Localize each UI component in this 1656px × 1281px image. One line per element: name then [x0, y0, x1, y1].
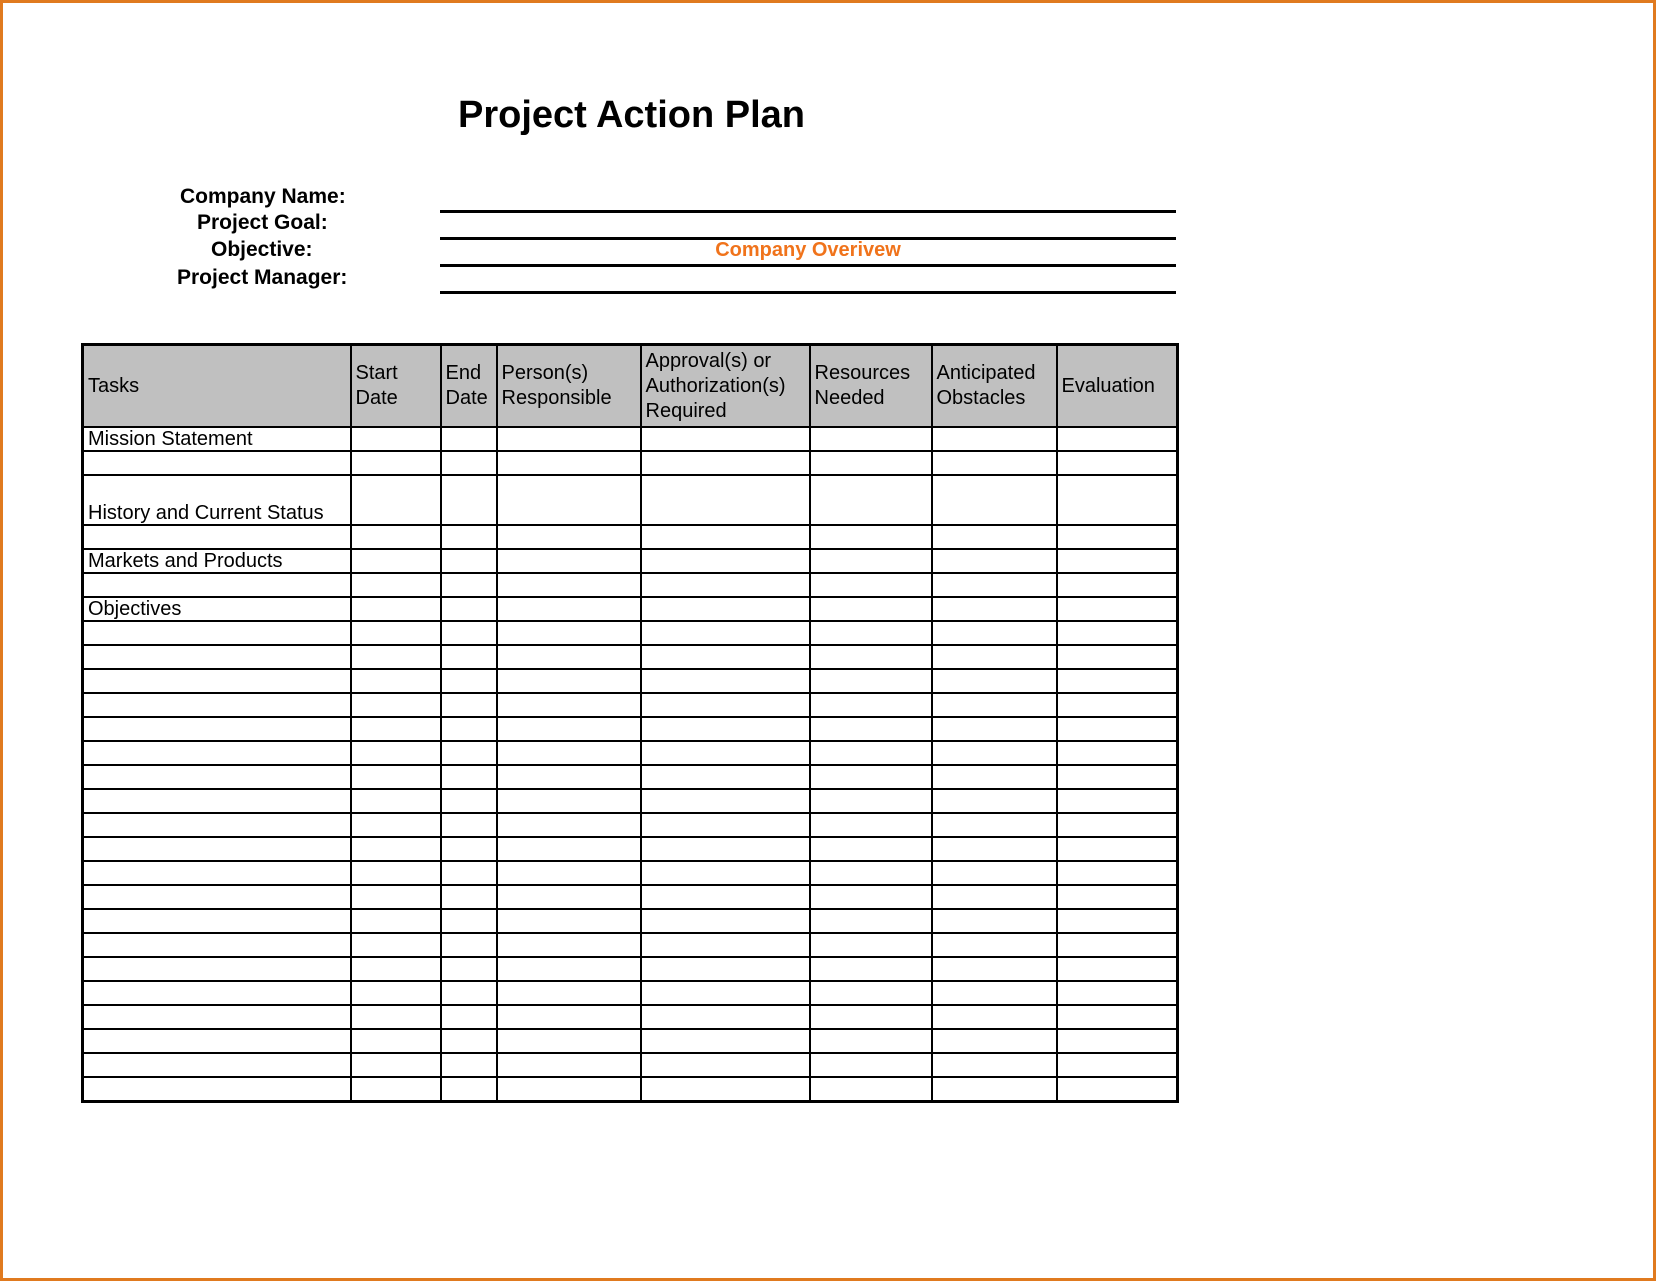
cell-approvals[interactable]	[641, 813, 810, 837]
cell-start-date[interactable]	[351, 597, 441, 621]
cell-resources[interactable]	[810, 933, 932, 957]
table-row	[83, 837, 1178, 861]
cell-persons[interactable]	[497, 837, 641, 861]
cell-approvals[interactable]	[641, 933, 810, 957]
cell-approvals[interactable]	[641, 525, 810, 549]
cell-start-date[interactable]	[351, 451, 441, 475]
cell-resources[interactable]	[810, 789, 932, 813]
cell-start-date[interactable]	[351, 669, 441, 693]
cell-resources[interactable]	[810, 645, 932, 669]
cell-end-date[interactable]	[441, 1077, 497, 1102]
cell-task[interactable]	[83, 451, 351, 475]
cell-persons[interactable]	[497, 1077, 641, 1102]
cell-approvals[interactable]	[641, 741, 810, 765]
cell-approvals[interactable]	[641, 597, 810, 621]
cell-resources[interactable]	[810, 475, 932, 525]
cell-task[interactable]	[83, 837, 351, 861]
cell-end-date[interactable]	[441, 837, 497, 861]
cell-start-date[interactable]	[351, 837, 441, 861]
cell-evaluation[interactable]	[1057, 981, 1178, 1005]
cell-task[interactable]	[83, 645, 351, 669]
cell-resources[interactable]	[810, 693, 932, 717]
cell-task[interactable]	[83, 741, 351, 765]
cell-resources[interactable]	[810, 427, 932, 451]
table-row	[83, 451, 1178, 475]
header-start-date: Start Date	[351, 345, 441, 428]
table-row	[83, 789, 1178, 813]
cell-task[interactable]	[83, 861, 351, 885]
table-row	[83, 813, 1178, 837]
cell-evaluation[interactable]	[1057, 789, 1178, 813]
cell-obstacles[interactable]	[932, 1053, 1057, 1077]
cell-start-date[interactable]	[351, 789, 441, 813]
cell-obstacles[interactable]	[932, 549, 1057, 573]
cell-obstacles[interactable]	[932, 525, 1057, 549]
cell-persons[interactable]	[497, 765, 641, 789]
cell-start-date[interactable]	[351, 1077, 441, 1102]
cell-obstacles[interactable]	[932, 1005, 1057, 1029]
cell-resources[interactable]	[810, 597, 932, 621]
cell-start-date[interactable]	[351, 1029, 441, 1053]
cell-end-date[interactable]	[441, 525, 497, 549]
cell-evaluation[interactable]	[1057, 1077, 1178, 1102]
cell-start-date[interactable]	[351, 861, 441, 885]
cell-persons[interactable]	[497, 475, 641, 525]
cell-task[interactable]	[83, 573, 351, 597]
cell-end-date[interactable]	[441, 669, 497, 693]
cell-approvals[interactable]	[641, 645, 810, 669]
cell-evaluation[interactable]	[1057, 909, 1178, 933]
cell-approvals[interactable]	[641, 789, 810, 813]
cell-task[interactable]	[83, 957, 351, 981]
cell-end-date[interactable]	[441, 573, 497, 597]
cell-task[interactable]	[83, 885, 351, 909]
cell-persons[interactable]	[497, 427, 641, 451]
table-row	[83, 1077, 1178, 1102]
table-row	[83, 669, 1178, 693]
cell-evaluation[interactable]	[1057, 933, 1178, 957]
cell-approvals[interactable]	[641, 573, 810, 597]
cell-end-date[interactable]	[441, 933, 497, 957]
table-row	[83, 981, 1178, 1005]
cell-resources[interactable]	[810, 525, 932, 549]
cell-persons[interactable]	[497, 597, 641, 621]
cell-approvals[interactable]	[641, 427, 810, 451]
cell-approvals[interactable]	[641, 909, 810, 933]
cell-obstacles[interactable]	[932, 885, 1057, 909]
cell-obstacles[interactable]	[932, 451, 1057, 475]
cell-persons[interactable]	[497, 693, 641, 717]
cell-resources[interactable]	[810, 549, 932, 573]
cell-persons[interactable]	[497, 789, 641, 813]
cell-resources[interactable]	[810, 813, 932, 837]
cell-evaluation[interactable]	[1057, 621, 1178, 645]
project-manager-line[interactable]	[440, 291, 1176, 294]
cell-start-date[interactable]	[351, 813, 441, 837]
cell-persons[interactable]	[497, 669, 641, 693]
cell-end-date[interactable]	[441, 451, 497, 475]
table-row	[83, 885, 1178, 909]
cell-resources[interactable]	[810, 957, 932, 981]
page-title: Project Action Plan	[458, 94, 805, 136]
cell-end-date[interactable]	[441, 1005, 497, 1029]
cell-start-date[interactable]	[351, 885, 441, 909]
cell-start-date[interactable]	[351, 933, 441, 957]
cell-persons[interactable]	[497, 621, 641, 645]
cell-evaluation[interactable]	[1057, 1029, 1178, 1053]
cell-obstacles[interactable]	[932, 427, 1057, 451]
cell-task[interactable]	[83, 1029, 351, 1053]
cell-evaluation[interactable]	[1057, 475, 1178, 525]
cell-resources[interactable]	[810, 981, 932, 1005]
cell-end-date[interactable]	[441, 475, 497, 525]
cell-task[interactable]	[83, 693, 351, 717]
cell-evaluation[interactable]	[1057, 427, 1178, 451]
cell-persons[interactable]	[497, 885, 641, 909]
cell-end-date[interactable]	[441, 765, 497, 789]
table-row	[83, 957, 1178, 981]
cell-start-date[interactable]	[351, 645, 441, 669]
cell-task[interactable]	[83, 717, 351, 741]
cell-persons[interactable]	[497, 933, 641, 957]
cell-approvals[interactable]	[641, 549, 810, 573]
cell-evaluation[interactable]	[1057, 813, 1178, 837]
company-name-label: Company Name:	[180, 185, 346, 208]
project-goal-label: Project Goal:	[197, 211, 328, 234]
table-row	[83, 525, 1178, 549]
cell-end-date[interactable]	[441, 1053, 497, 1077]
cell-persons[interactable]	[497, 741, 641, 765]
cell-start-date[interactable]	[351, 427, 441, 451]
table-row	[83, 717, 1178, 741]
cell-persons[interactable]	[497, 451, 641, 475]
header-row	[83, 345, 1178, 428]
header-end-date: End Date	[441, 345, 497, 428]
cell-task[interactable]: Objectives	[83, 597, 351, 621]
cell-evaluation[interactable]	[1057, 957, 1178, 981]
cell-end-date[interactable]	[441, 909, 497, 933]
cell-obstacles[interactable]	[932, 861, 1057, 885]
table-row	[83, 645, 1178, 669]
cell-obstacles[interactable]	[932, 909, 1057, 933]
cell-task[interactable]	[83, 981, 351, 1005]
cell-obstacles[interactable]	[932, 621, 1057, 645]
cell-evaluation[interactable]	[1057, 717, 1178, 741]
cell-resources[interactable]	[810, 1077, 932, 1102]
cell-obstacles[interactable]	[932, 693, 1057, 717]
cell-resources[interactable]	[810, 885, 932, 909]
cell-obstacles[interactable]	[932, 1029, 1057, 1053]
cell-persons[interactable]	[497, 861, 641, 885]
cell-evaluation[interactable]	[1057, 693, 1178, 717]
cell-approvals[interactable]	[641, 717, 810, 741]
cell-approvals[interactable]	[641, 861, 810, 885]
table-row	[83, 549, 1178, 573]
cell-start-date[interactable]	[351, 765, 441, 789]
cell-evaluation[interactable]	[1057, 765, 1178, 789]
cell-persons[interactable]	[497, 813, 641, 837]
objective-label: Objective:	[211, 238, 313, 261]
cell-obstacles[interactable]	[932, 645, 1057, 669]
cell-approvals[interactable]	[641, 837, 810, 861]
cell-approvals[interactable]	[641, 669, 810, 693]
cell-task[interactable]	[83, 909, 351, 933]
cell-task[interactable]	[83, 1077, 351, 1102]
cell-start-date[interactable]	[351, 573, 441, 597]
cell-resources[interactable]	[810, 669, 932, 693]
cell-persons[interactable]	[497, 1005, 641, 1029]
cell-persons[interactable]	[497, 957, 641, 981]
cell-resources[interactable]	[810, 741, 932, 765]
cell-start-date[interactable]	[351, 741, 441, 765]
header-evaluation: Evaluation	[1057, 345, 1178, 428]
cell-approvals[interactable]	[641, 1005, 810, 1029]
cell-approvals[interactable]	[641, 693, 810, 717]
cell-persons[interactable]	[497, 549, 641, 573]
header-anticipated-obstacles: Anticipated Obstacles	[932, 345, 1057, 428]
cell-resources[interactable]	[810, 837, 932, 861]
cell-start-date[interactable]	[351, 957, 441, 981]
table-row	[83, 427, 1178, 451]
cell-end-date[interactable]	[441, 813, 497, 837]
cell-start-date[interactable]	[351, 909, 441, 933]
cell-obstacles[interactable]	[932, 981, 1057, 1005]
cell-resources[interactable]	[810, 1029, 932, 1053]
cell-evaluation[interactable]	[1057, 549, 1178, 573]
cell-end-date[interactable]	[441, 717, 497, 741]
cell-start-date[interactable]	[351, 981, 441, 1005]
cell-approvals[interactable]	[641, 451, 810, 475]
cell-persons[interactable]	[497, 717, 641, 741]
cell-task[interactable]	[83, 621, 351, 645]
cell-resources[interactable]	[810, 1005, 932, 1029]
cell-evaluation[interactable]	[1057, 645, 1178, 669]
cell-evaluation[interactable]	[1057, 1005, 1178, 1029]
cell-start-date[interactable]	[351, 717, 441, 741]
cell-obstacles[interactable]	[932, 597, 1057, 621]
cell-task[interactable]	[83, 1005, 351, 1029]
cell-end-date[interactable]	[441, 861, 497, 885]
table-row	[83, 1053, 1178, 1077]
cell-task[interactable]	[83, 525, 351, 549]
cell-evaluation[interactable]	[1057, 451, 1178, 475]
cell-start-date[interactable]	[351, 693, 441, 717]
cell-approvals[interactable]	[641, 765, 810, 789]
cell-end-date[interactable]	[441, 621, 497, 645]
company-overview-text: Company Overivew	[715, 239, 901, 261]
cell-evaluation[interactable]	[1057, 597, 1178, 621]
cell-end-date[interactable]	[441, 645, 497, 669]
cell-task[interactable]	[83, 789, 351, 813]
cell-evaluation[interactable]	[1057, 1053, 1178, 1077]
cell-evaluation[interactable]	[1057, 837, 1178, 861]
project-manager-label: Project Manager:	[177, 266, 348, 289]
cell-persons[interactable]	[497, 525, 641, 549]
cell-persons[interactable]	[497, 1029, 641, 1053]
cell-end-date[interactable]	[441, 597, 497, 621]
cell-approvals[interactable]	[641, 621, 810, 645]
header-resources-needed: Resources Needed	[810, 345, 932, 428]
cell-resources[interactable]	[810, 765, 932, 789]
cell-evaluation[interactable]	[1057, 573, 1178, 597]
cell-end-date[interactable]	[441, 885, 497, 909]
table-row	[83, 1029, 1178, 1053]
cell-task[interactable]	[83, 1053, 351, 1077]
cell-approvals[interactable]	[641, 885, 810, 909]
cell-obstacles[interactable]	[932, 813, 1057, 837]
table-row	[83, 765, 1178, 789]
cell-persons[interactable]	[497, 981, 641, 1005]
objective-line[interactable]	[440, 264, 1176, 267]
cell-obstacles[interactable]	[932, 837, 1057, 861]
table-row	[83, 909, 1178, 933]
cell-start-date[interactable]	[351, 475, 441, 525]
cell-resources[interactable]	[810, 451, 932, 475]
cell-obstacles[interactable]	[932, 741, 1057, 765]
cell-evaluation[interactable]	[1057, 861, 1178, 885]
cell-end-date[interactable]	[441, 427, 497, 451]
table-row	[83, 1005, 1178, 1029]
cell-approvals[interactable]	[641, 1053, 810, 1077]
cell-obstacles[interactable]	[932, 717, 1057, 741]
cell-task[interactable]	[83, 669, 351, 693]
cell-evaluation[interactable]	[1057, 741, 1178, 765]
cell-end-date[interactable]	[441, 741, 497, 765]
cell-resources[interactable]	[810, 621, 932, 645]
cell-approvals[interactable]	[641, 957, 810, 981]
cell-evaluation[interactable]	[1057, 669, 1178, 693]
header-persons-responsible: Person(s) Responsible	[497, 345, 641, 428]
cell-start-date[interactable]	[351, 1005, 441, 1029]
cell-end-date[interactable]	[441, 981, 497, 1005]
table-row	[83, 475, 1178, 525]
cell-start-date[interactable]	[351, 621, 441, 645]
cell-resources[interactable]	[810, 717, 932, 741]
cell-resources[interactable]	[810, 573, 932, 597]
cell-end-date[interactable]	[441, 789, 497, 813]
cell-approvals[interactable]	[641, 1029, 810, 1053]
header-tasks: Tasks	[83, 345, 351, 428]
company-name-line[interactable]	[440, 210, 1176, 213]
cell-persons[interactable]	[497, 1053, 641, 1077]
table-row	[83, 741, 1178, 765]
cell-obstacles[interactable]	[932, 669, 1057, 693]
cell-resources[interactable]	[810, 1053, 932, 1077]
cell-end-date[interactable]	[441, 693, 497, 717]
cell-evaluation[interactable]	[1057, 525, 1178, 549]
cell-task[interactable]: Markets and Products	[83, 549, 351, 573]
cell-approvals[interactable]	[641, 475, 810, 525]
cell-start-date[interactable]	[351, 525, 441, 549]
table-row	[83, 693, 1178, 717]
cell-task[interactable]	[83, 933, 351, 957]
cell-obstacles[interactable]	[932, 789, 1057, 813]
cell-end-date[interactable]	[441, 1029, 497, 1053]
cell-evaluation[interactable]	[1057, 885, 1178, 909]
action-plan-table	[81, 343, 1179, 1103]
cell-task[interactable]	[83, 765, 351, 789]
cell-start-date[interactable]	[351, 549, 441, 573]
cell-approvals[interactable]	[641, 981, 810, 1005]
cell-obstacles[interactable]	[932, 573, 1057, 597]
cell-persons[interactable]	[497, 573, 641, 597]
cell-start-date[interactable]	[351, 1053, 441, 1077]
cell-obstacles[interactable]	[932, 933, 1057, 957]
cell-resources[interactable]	[810, 861, 932, 885]
cell-end-date[interactable]	[441, 957, 497, 981]
table-row	[83, 573, 1178, 597]
header-approvals-required: Approval(s) or Authorization(s) Required	[641, 345, 810, 428]
cell-obstacles[interactable]	[932, 765, 1057, 789]
cell-task[interactable]	[83, 813, 351, 837]
cell-approvals[interactable]	[641, 1077, 810, 1102]
cell-obstacles[interactable]	[932, 957, 1057, 981]
table-row	[83, 597, 1178, 621]
cell-task[interactable]: Mission Statement	[83, 427, 351, 451]
table-row	[83, 621, 1178, 645]
cell-obstacles[interactable]	[932, 1077, 1057, 1102]
cell-resources[interactable]	[810, 909, 932, 933]
cell-obstacles[interactable]	[932, 475, 1057, 525]
table-row	[83, 933, 1178, 957]
cell-persons[interactable]	[497, 909, 641, 933]
table-row	[83, 861, 1178, 885]
cell-task[interactable]: History and Current Status	[83, 475, 351, 525]
cell-persons[interactable]	[497, 645, 641, 669]
cell-end-date[interactable]	[441, 549, 497, 573]
